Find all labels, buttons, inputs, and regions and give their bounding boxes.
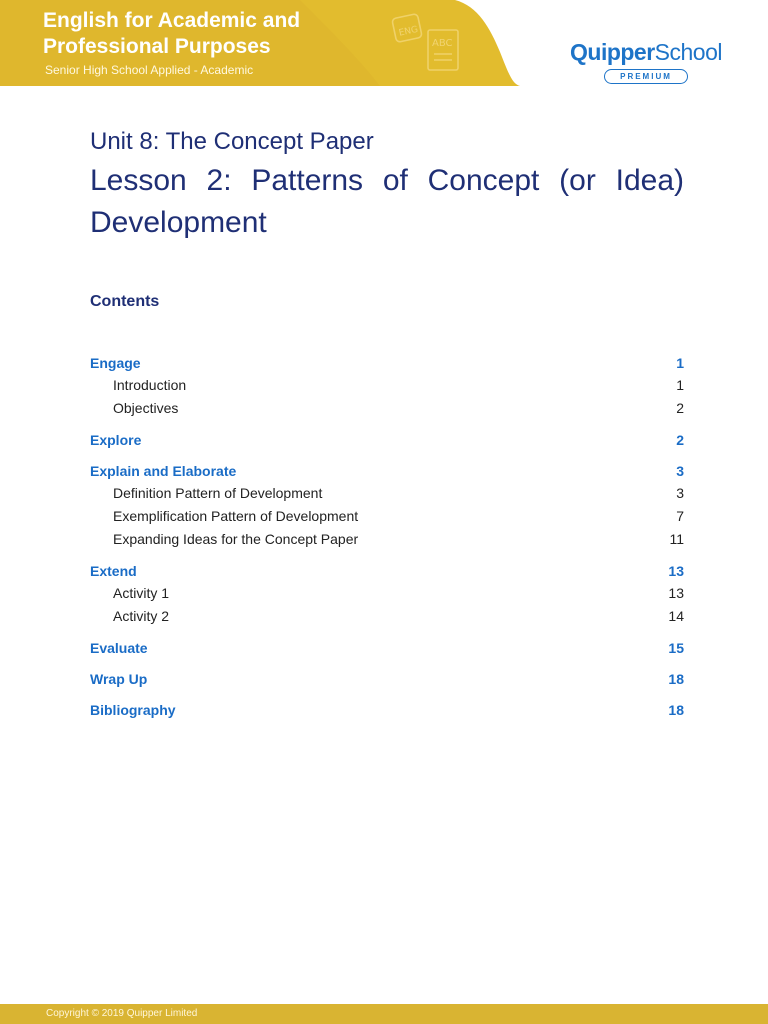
toc-subentry-page: 14	[668, 608, 684, 624]
toc-subentry-page: 2	[676, 400, 684, 416]
toc-subentry[interactable]	[90, 582, 684, 605]
toc-subentry-label: Definition Pattern of Development	[113, 485, 323, 501]
toc-subentry[interactable]	[90, 397, 684, 420]
course-subtitle: Senior High School Applied - Academic	[45, 63, 254, 77]
toc-section	[90, 699, 684, 721]
toc-entry-label: Extend	[90, 563, 137, 579]
brand-name-part-2: School	[654, 39, 722, 65]
toc-entry[interactable]	[90, 429, 684, 451]
brand-name-part-1: Quipper	[570, 39, 655, 65]
toc-entry-label: Evaluate	[90, 640, 148, 656]
toc-subentry-page: 3	[676, 485, 684, 501]
toc-entry-page: 13	[668, 563, 684, 579]
toc-entry-page: 18	[668, 671, 684, 687]
toc-section	[90, 668, 684, 690]
toc-subentry[interactable]	[90, 605, 684, 628]
toc-entry-label: Bibliography	[90, 702, 176, 718]
toc-subentry-page: 13	[668, 585, 684, 601]
deco-eng-text: ENG	[397, 24, 420, 39]
toc-entry-label: Explain and Elaborate	[90, 463, 237, 479]
deco-abc-text: ABC	[432, 38, 453, 49]
course-title	[43, 8, 343, 60]
course-title-line-1: English for Academic and	[43, 9, 301, 32]
toc-entry-page: 1	[676, 355, 684, 371]
toc-subentry-label: Activity 2	[113, 608, 170, 624]
toc-subentry[interactable]	[90, 482, 684, 505]
toc-entry-page: 15	[668, 640, 684, 656]
toc-entry[interactable]	[90, 668, 684, 690]
toc-subentry-label: Introduction	[113, 377, 187, 393]
toc-section	[90, 560, 684, 628]
lesson-title: Lesson 2: Patterns of Concept (or Idea) Development	[90, 164, 684, 239]
toc-subentry[interactable]	[90, 505, 684, 528]
toc-section	[90, 429, 684, 451]
toc-entry[interactable]	[90, 699, 684, 721]
copyright-text: Copyright © 2019 Quipper Limited	[46, 1008, 198, 1019]
toc-subentry[interactable]	[90, 528, 684, 551]
toc-entry[interactable]	[90, 637, 684, 659]
toc-entry-page: 18	[668, 702, 684, 718]
table-of-contents	[90, 352, 684, 730]
toc-subentry[interactable]	[90, 374, 684, 397]
toc-section	[90, 352, 684, 420]
toc-subentry-page: 1	[676, 377, 684, 393]
footer-bar	[0, 1004, 768, 1024]
toc-subentry-label: Activity 1	[113, 585, 170, 601]
toc-subentry-page: 7	[676, 508, 684, 524]
book-sticker-icon	[388, 10, 478, 80]
toc-section	[90, 637, 684, 659]
toc-entry-label: Engage	[90, 355, 141, 371]
toc-entry-page: 3	[676, 463, 684, 479]
toc-entry-page: 2	[676, 432, 684, 448]
toc-subentry-page: 11	[669, 531, 684, 547]
toc-entry-label: Wrap Up	[90, 671, 148, 687]
toc-entry[interactable]	[90, 460, 684, 482]
toc-subentry-label: Expanding Ideas for the Concept Paper	[113, 531, 359, 547]
course-title-line-2: Professional Purposes	[43, 35, 271, 58]
toc-entry[interactable]	[90, 352, 684, 374]
toc-entry[interactable]	[90, 560, 684, 582]
contents-heading: Contents	[90, 293, 160, 310]
unit-title: Unit 8: The Concept Paper	[90, 128, 374, 155]
brand-name	[570, 38, 730, 66]
premium-badge: PREMIUM	[604, 69, 688, 84]
brand-logo	[570, 38, 730, 84]
toc-subentry-label: Exemplification Pattern of Development	[113, 508, 359, 524]
toc-entry-label: Explore	[90, 432, 142, 448]
toc-section	[90, 460, 684, 551]
toc-subentry-label: Objectives	[113, 400, 179, 416]
